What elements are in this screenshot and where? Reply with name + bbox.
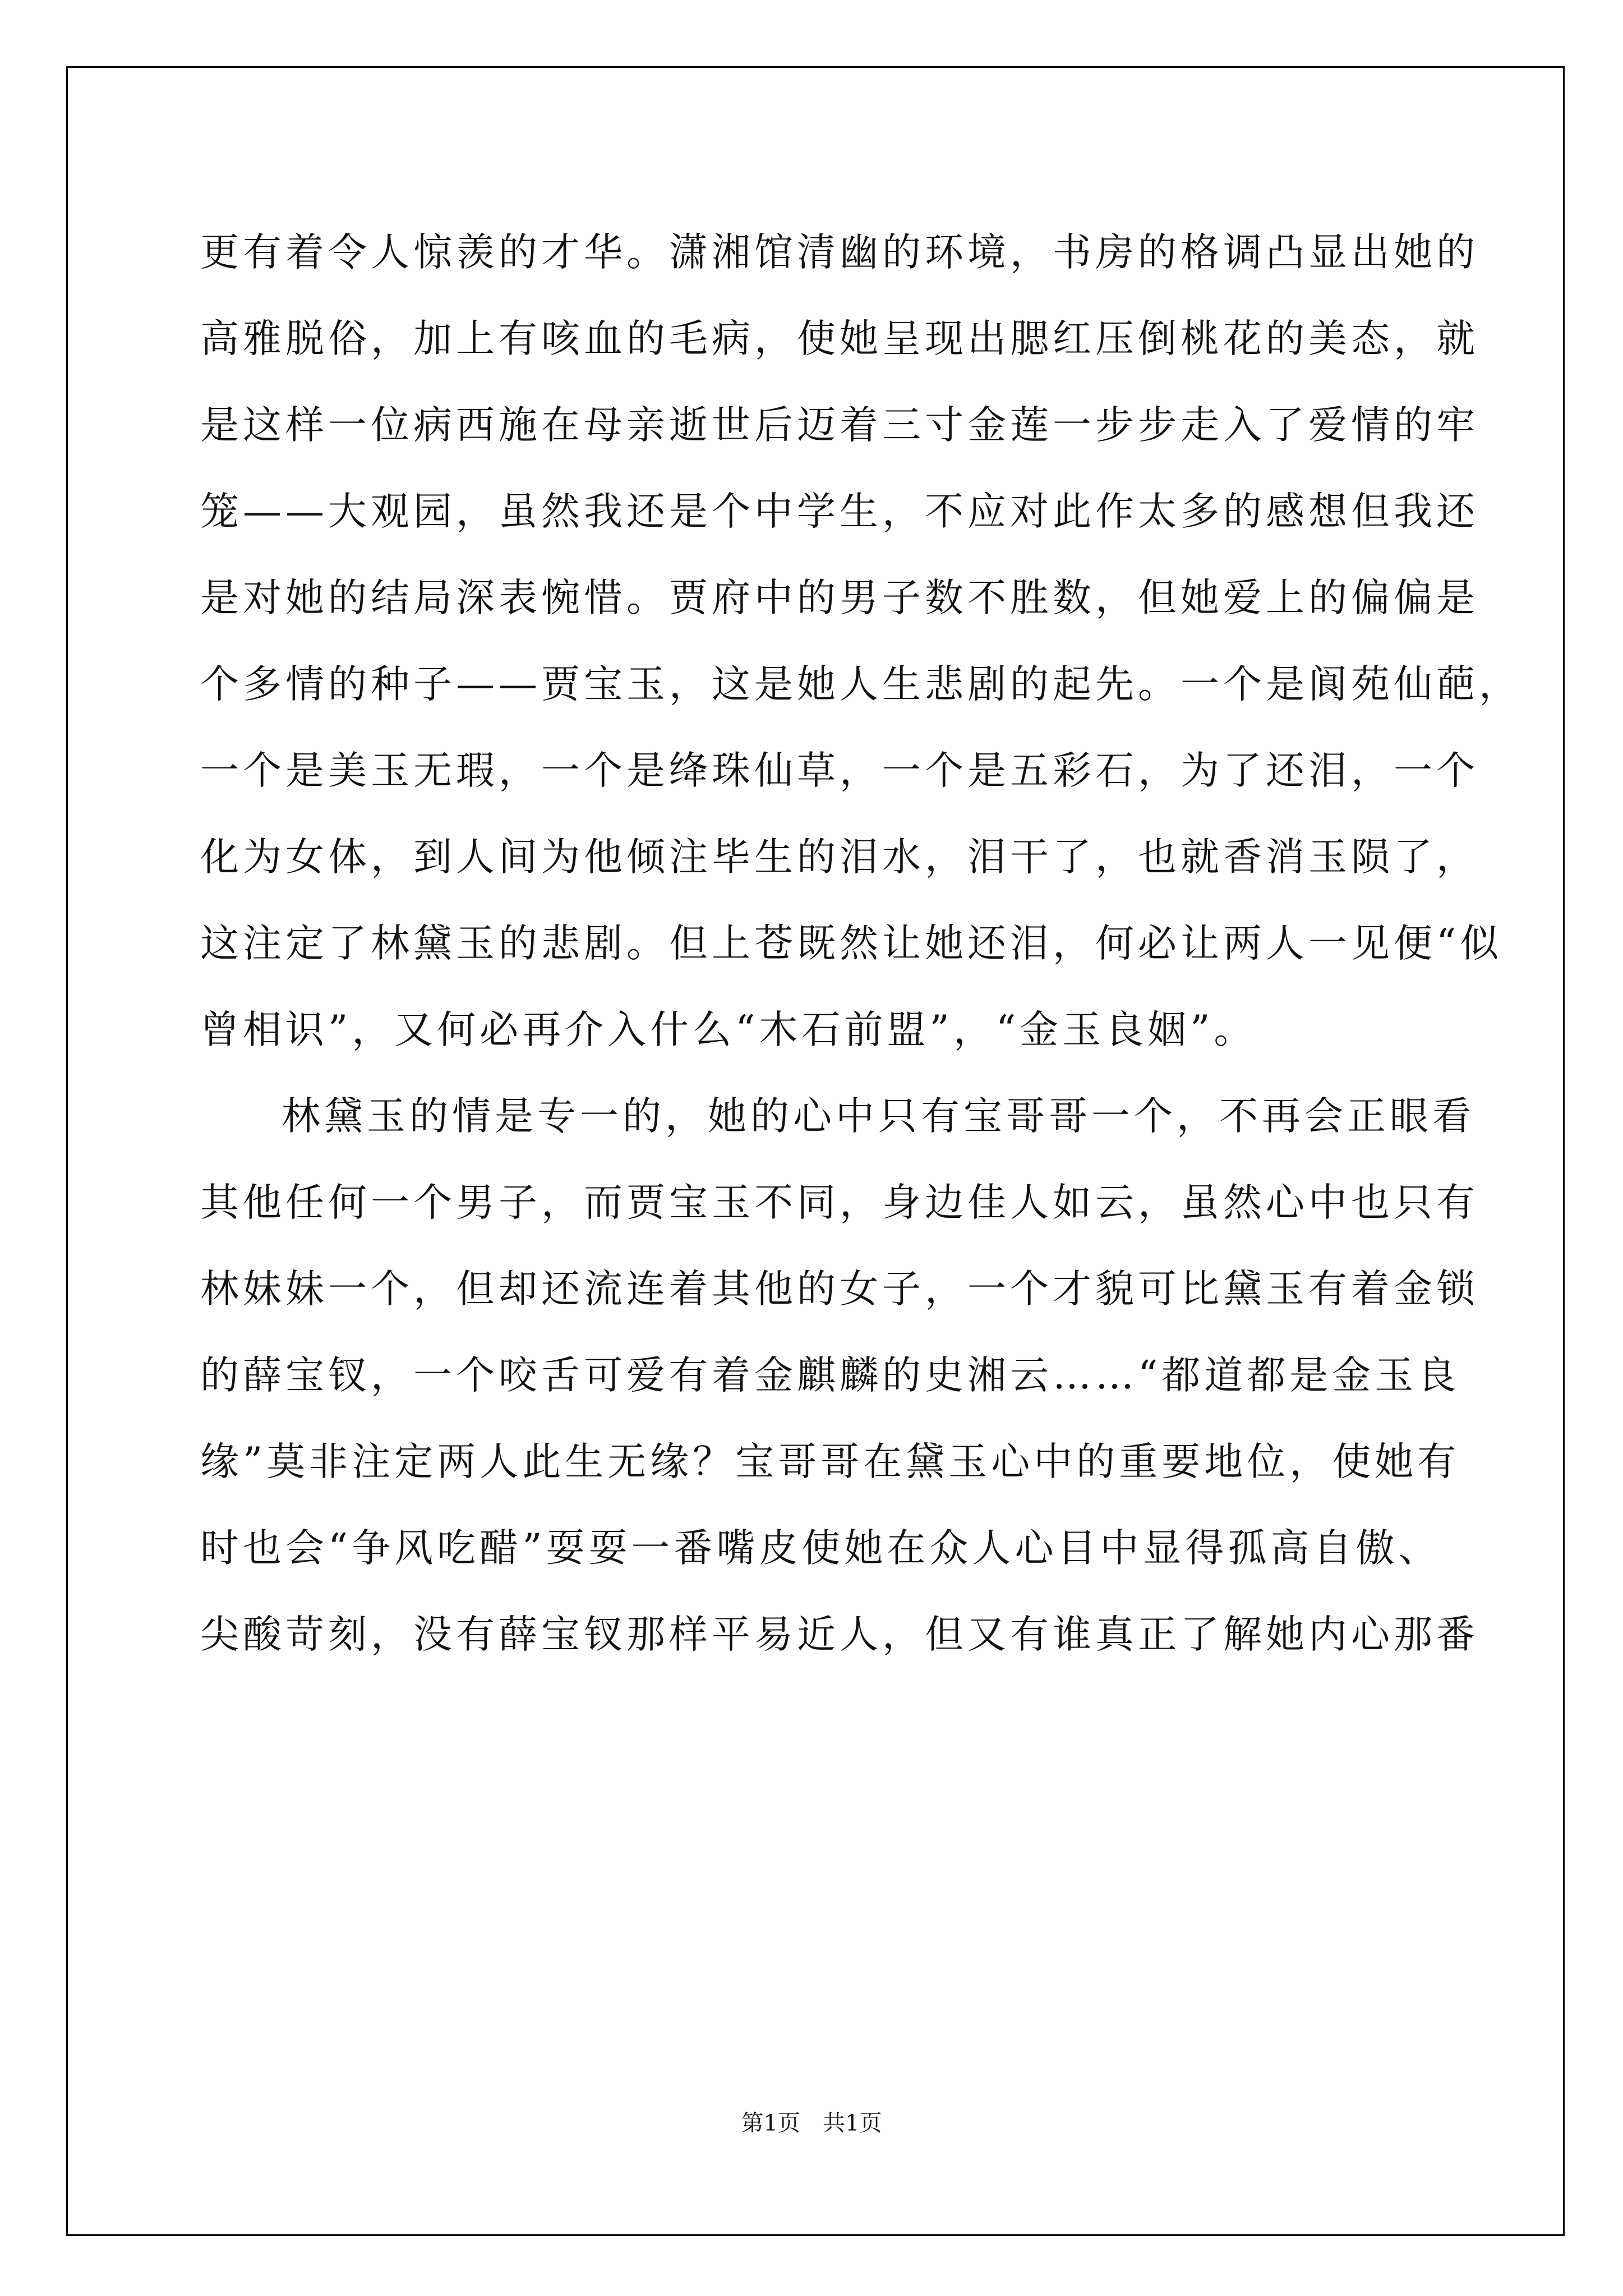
text-line: 一个是美玉无瑕，一个是绛珠仙草，一个是五彩石，为了还泪，一个 xyxy=(200,748,1479,793)
text-line: 是对她的结局深表惋惜。贾府中的男子数不胜数，但她爱上的偏偏是 xyxy=(200,576,1479,620)
text-line: 化为女体，到人间为他倾注毕生的泪水，泪干了，也就香消玉陨了， xyxy=(200,835,1479,880)
text-line: 是这样一位病西施在母亲逝世后迈着三寸金莲一步步走入了爱情的牢 xyxy=(200,403,1479,448)
page-border xyxy=(66,66,1565,2236)
text-line: 更有着令人惊羡的才华。潇湘馆清幽的环境，书房的格调凸显出她的 xyxy=(200,230,1479,275)
text-line: 缘”莫非注定两人此生无缘？宝哥哥在黛玉心中的重要地位，使她有 xyxy=(200,1439,1460,1484)
text-line: 高雅脱俗，加上有咳血的毛病，使她呈现出腮红压倒桃花的美态，就 xyxy=(200,316,1479,361)
text-line: 的薛宝钗，一个咬舌可爱有着金麒麟的史湘云……“都道都是金玉良 xyxy=(200,1353,1460,1398)
paragraph-first-line: 林黛玉的情是专一的，她的心中只有宝哥哥一个，不再会正眼看 xyxy=(282,1094,1475,1139)
text-line: 其他任何一个男子，而贾宝玉不同，身边佳人如云，虽然心中也只有 xyxy=(200,1180,1479,1225)
text-line: 曾相识”，又何必再介入什么“木石前盟”，“金玉良姻”。 xyxy=(200,1007,1257,1052)
text-line: 笼——大观园，虽然我还是个中学生，不应对此作太多的感想但我还 xyxy=(200,489,1479,534)
text-line: 个多情的种子——贾宝玉，这是她人生悲剧的起先。一个是阆苑仙葩， xyxy=(200,662,1521,707)
page-footer xyxy=(0,2109,1623,2137)
page-total: 共1页 xyxy=(823,2110,882,2136)
text-line: 这注定了林黛玉的悲剧。但上苍既然让她还泪，何必让两人一见便“似 xyxy=(200,921,1503,966)
text-line: 尖酸苛刻，没有薛宝钗那样平易近人，但又有谁真正了解她内心那番 xyxy=(200,1612,1479,1657)
text-line: 时也会“争风吃醋”耍耍一番嘴皮使她在众人心目中显得孤高自傲、 xyxy=(200,1526,1441,1571)
text-line: 林妹妹一个，但却还流连着其他的女子，一个才貌可比黛玉有着金锁 xyxy=(200,1267,1479,1312)
page-number: 第1页 xyxy=(741,2110,800,2136)
